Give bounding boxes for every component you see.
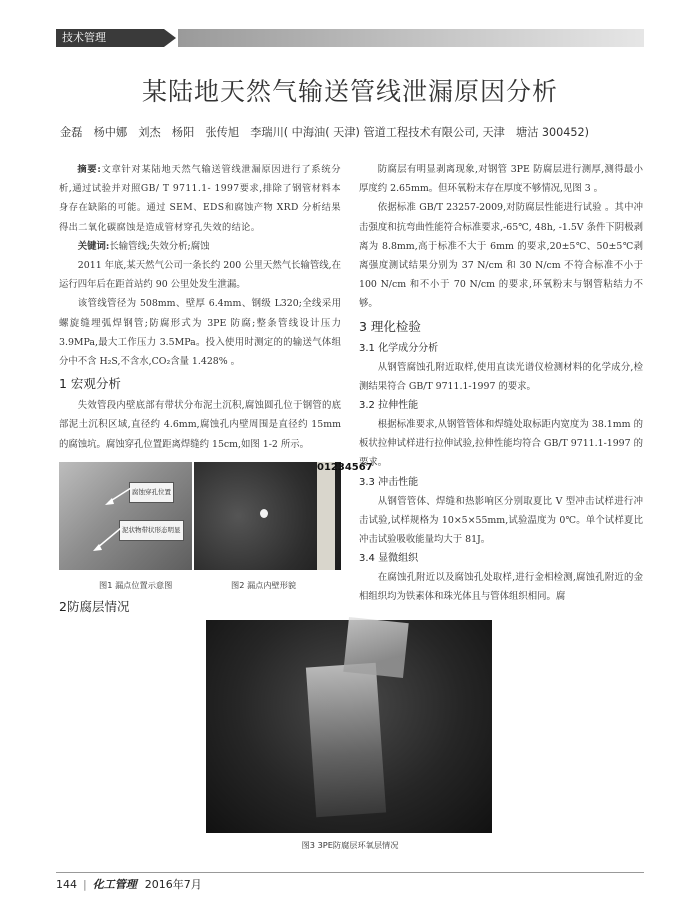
impact-paragraph: 从钢管管体、焊缝和热影响区分别取夏比 V 型冲击试样进行冲击试验,试样规格为 10×5×55mm,试验温度为 0℃。单个试样夏比冲击试验吸收能量均大于 81J。 [359,495,643,546]
figure-2-caption: 图2 漏点内壁形貌 [231,579,297,590]
page-number: 144 [56,878,77,891]
section-heading-2: 2防腐层情况 [59,598,130,614]
footer-divider [56,872,644,873]
subsection-3-4: 3.4 显微组织 [359,553,419,565]
figure-1-label-sludge: 泥状物带状形态明显 [119,520,184,541]
leak-hole [260,509,268,518]
author-line: 金磊 杨中娜 刘杰 杨阳 张传旭 李瑞川( 中海油( 天津) 管道工程技术有限公司, 天津 塘沽 300452) [60,126,590,139]
footer-separator: | [83,878,87,891]
arrow-icon [59,462,192,570]
measuring-ruler: 01234567 [317,462,335,570]
keywords-label: 关键词: [77,240,110,252]
chem-paragraph: 从钢管腐蚀孔附近取样,使用直读光谱仪检测材料的化学成分,检测结果符合 GB/T 9711.1-1997 的要求。 [359,361,643,392]
tensile-paragraph: 根据标准要求,从钢管管体和焊缝处取标距内宽度为 38.1mm 的板状拉伸试样进行拉伸试验,拉伸性能均符合 GB/T 9711.1-1997 的要求。 [359,419,643,469]
coating-damage [306,663,386,818]
journal-logo: 化工管理 [92,878,137,891]
keywords [59,237,341,256]
macro-analysis-paragraph: 失效管段内壁底部有带状分布泥土沉积,腐蚀圆孔位于钢管的底部泥土沉积区域,直径约 4.6mm,腐蚀孔内壁周围是直径约 15mm 的腐蚀坑。腐蚀穿孔位置距离焊缝约 15cm,如图 1-2 所示。 [59,400,341,450]
figure-1-caption: 图1 漏点位置示意图 [99,579,173,590]
keywords-text: 长输管线;失效分析;腐蚀 [109,240,210,252]
article-title: 某陆地天然气输送管线泄漏原因分析 [141,77,558,106]
figure-captions-1-2 [59,572,341,594]
microstructure-paragraph: 在腐蚀孔附近以及腐蚀孔处取样,进行金相检测,腐蚀孔附近的金相组织均为铁素体和珠光体且与管体组织相同。腐 [359,572,643,603]
intro-paragraph-1: 2011 年底,某天然气公司一条长约 200 公里天然气长输管线,在运行四年后在距首站约 90 公里处发生泄漏。 [59,260,341,291]
figure-1-label-leak: 腐蚀穿孔位置 [129,482,174,503]
figure-row-1-2 [59,461,373,572]
subsection-3-3: 3.3 冲击性能 [359,476,419,488]
right-column [359,160,643,607]
coating-damage-upper [343,617,408,678]
abstract-label: 摘要: [77,164,102,175]
intro-paragraph-2: 该管线管径为 508mm、壁厚 6.4mm、钢级 L320;全线采用螺旋缝埋弧焊钢管;防腐形式为 3PE 防腐;整条管线设计压力 3.9MPa,最大工作压力 3.5MPa。投入使用时测定的的输送气体组分中不含 H₂S,不含水,CO₂含量 1.428% 。 [59,298,341,368]
section-heading-1: 1 宏观分析 [59,376,121,392]
coating-paragraph-1: 防腐层有明显剥离现象,对钢管 3PE 防腐层进行测厚,测得最小厚度约 2.65mm。但环氧粉末存在厚度不够情况,见图 3 。 [359,164,643,195]
page-footer [56,876,202,892]
coating-paragraph-2: 依据标准 GB/T 23257-2009,对防腐层性能进行试验 。其中冲击强度和抗弯曲性能符合标准要求,-65℃, 48h, -1.5V 条件下阴极剥离为 8.8mm,高于标准不大于 6mm 的要求,20±5℃、50±5℃剥离强度测试结果分别为 37 N/cm 和 30 N/cm 不符合标准不小于 100 N/cm 和不小于 70 N/cm 的要求,环氧粉末与钢管粘结力不够。 [359,202,643,310]
figure-3-image [206,620,492,833]
issue-date: 2016年7月 [144,878,202,891]
subsection-3-2: 3.2 拉伸性能 [359,400,419,412]
section-heading-3: 3 理化检验 [359,318,421,334]
subsection-3-1: 3.1 化学成分分析 [359,342,439,354]
figure-3-caption: 图3 3PE防腐层环氧层情况 [301,840,399,850]
abstract-text: 文章针对某陆地天然气输送管线泄漏原因进行了系统分析,通过试验并对照GB/ T 9711.1- 1997要求,排除了钢管材料本身存在缺陷的可能。通过 SEM、EDS和腐蚀产物 XRD 分析结果得出二氧化碳腐蚀是造成管材穿孔失效的结论。 [59,164,341,233]
left-column [59,160,373,619]
section-tag: 技术管理 [56,29,164,47]
figure-1-image [59,462,192,570]
section-tag-arrow [164,29,176,47]
abstract [59,160,341,237]
header-gradient-bar [178,29,644,47]
figure-2-image [194,461,373,570]
